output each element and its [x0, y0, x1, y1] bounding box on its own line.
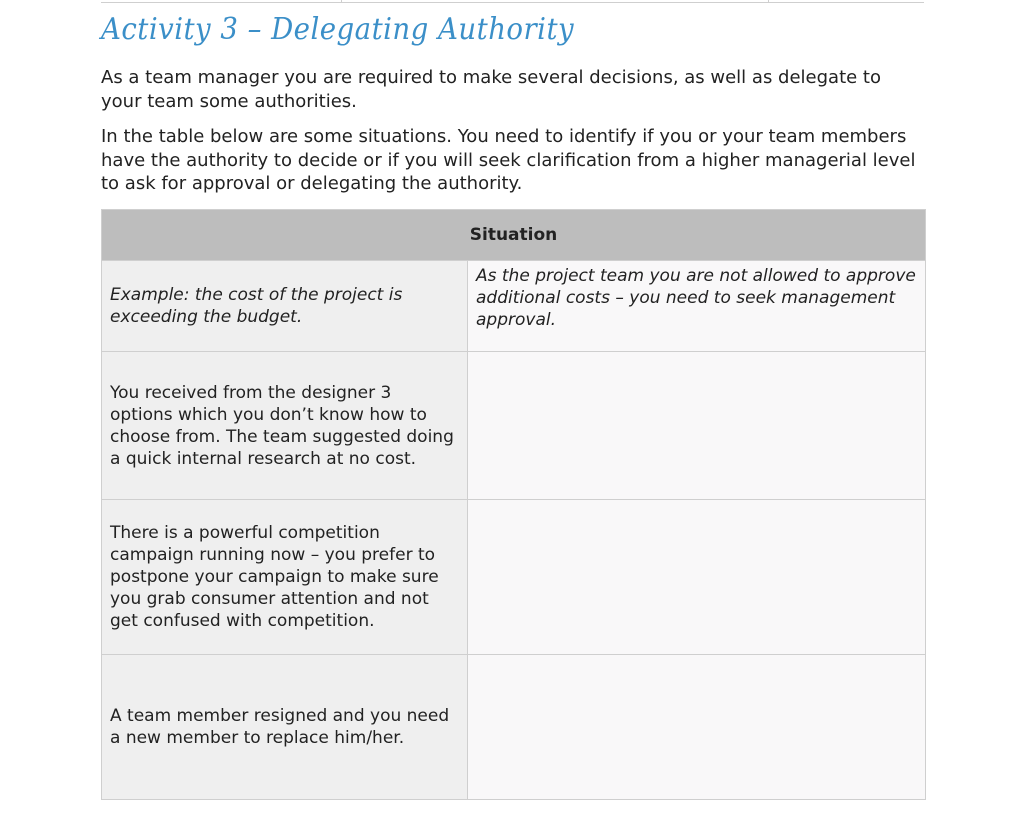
- table-header-row: [102, 210, 926, 261]
- intro-paragraph: As a team manager you are required to make several decisions, as well as delegate to your team some authorities.: [101, 67, 881, 112]
- response-cell: As the project team you are not allowed to approve additional costs – you need to seek management approval.: [468, 261, 926, 352]
- table-row: [102, 352, 926, 500]
- top-divider-tick: [768, 0, 769, 2]
- table-row: [102, 500, 926, 655]
- table-row: [102, 655, 926, 800]
- top-divider-tick: [341, 0, 342, 2]
- situation-cell: A team member resigned and you need a new member to replace him/her.: [102, 655, 468, 800]
- situation-table: [101, 209, 926, 800]
- instructions-paragraph: In the table below are some situations. You need to identify if you or your team members have the authority to decide or if you will seek clarification from a higher managerial level to ask for approval or delegating the authority.: [101, 126, 916, 194]
- table-row-example: [102, 261, 926, 352]
- response-cell[interactable]: [468, 352, 926, 500]
- situation-cell: There is a powerful competition campaign running now – you prefer to postpone your campaign to make sure you grab consumer attention and not get confused with competition.: [102, 500, 468, 655]
- situation-cell: Example: the cost of the project is exceeding the budget.: [102, 261, 468, 352]
- response-cell[interactable]: [468, 500, 926, 655]
- top-divider: [101, 0, 924, 3]
- situation-header: Situation: [102, 210, 926, 261]
- situation-cell: You received from the designer 3 options which you don’t know how to choose from. The team suggested doing a quick internal research at no cost.: [102, 352, 468, 500]
- activity-title: Activity 3 – Delegating Authority: [101, 12, 575, 47]
- response-cell[interactable]: [468, 655, 926, 800]
